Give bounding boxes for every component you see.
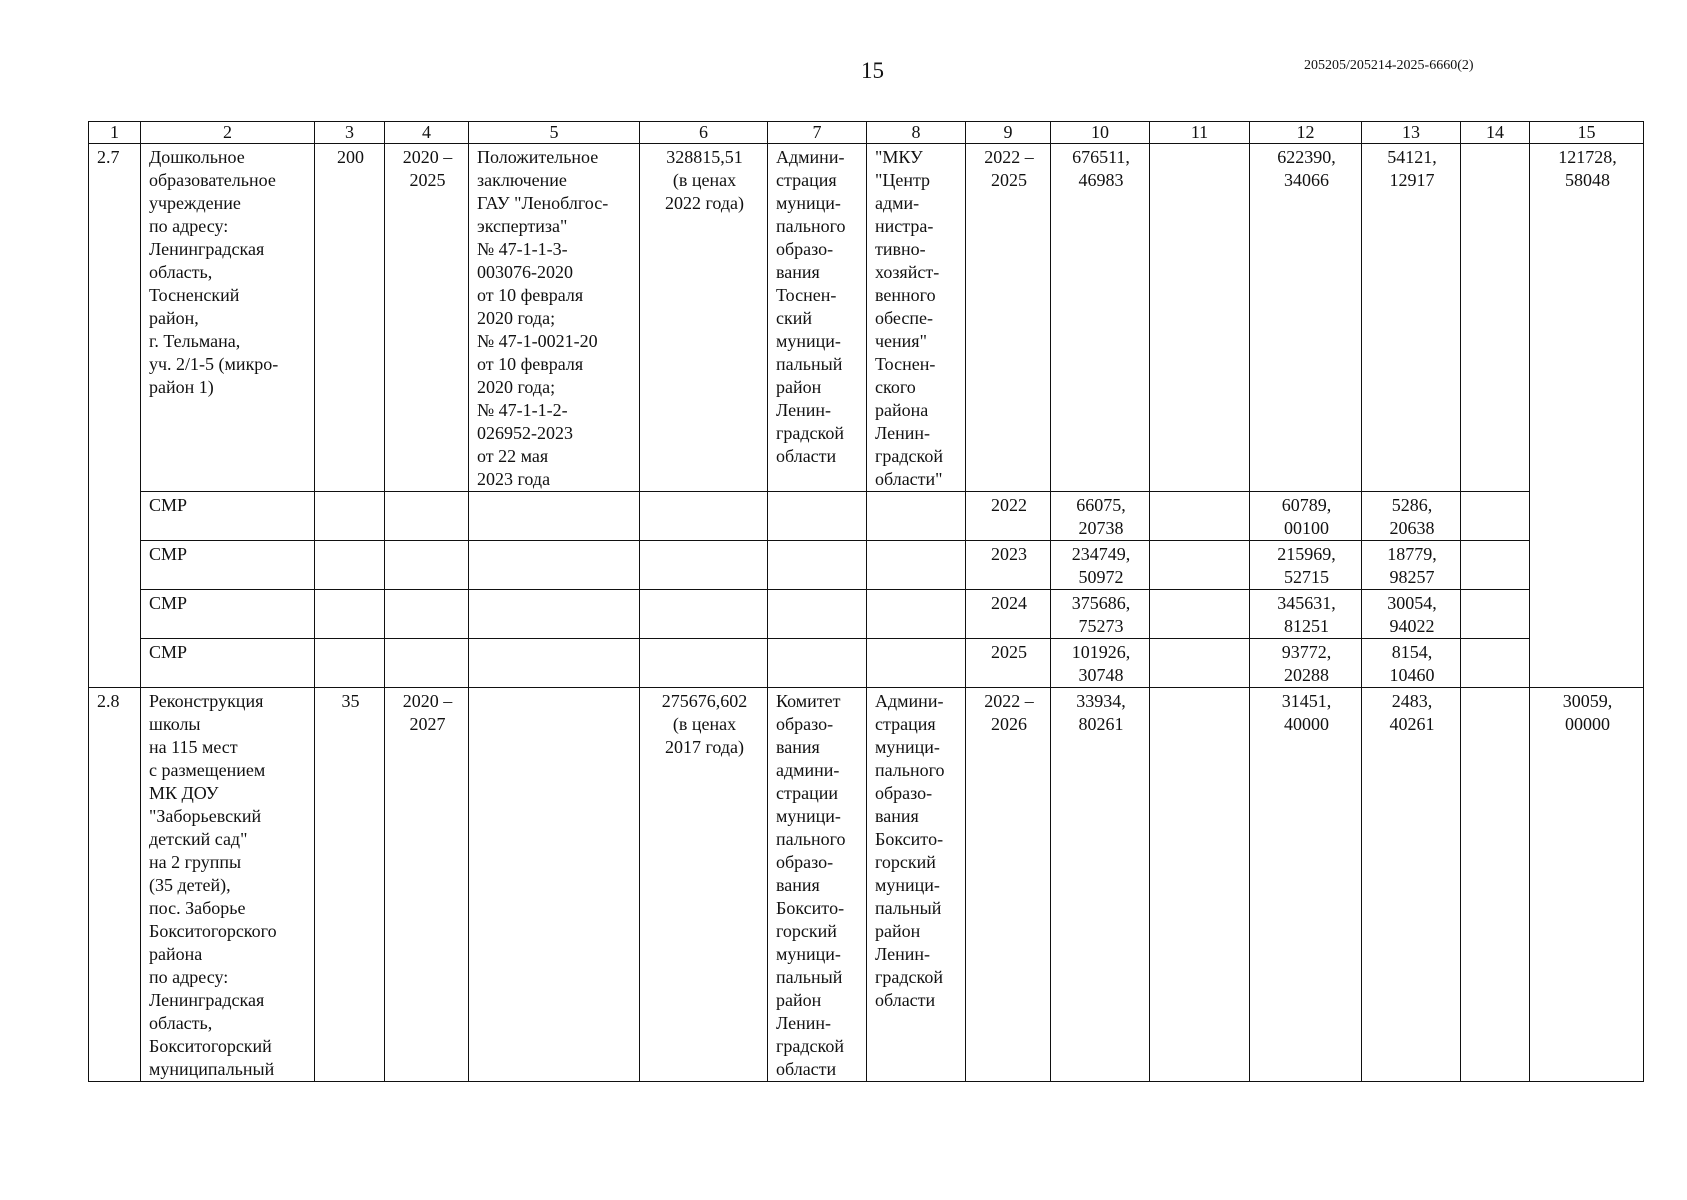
- years-cell: 2022 – 2025: [966, 144, 1051, 492]
- col15-cell: 30059, 00000: [1530, 688, 1644, 1082]
- header-cell: 14: [1461, 122, 1530, 144]
- total-cell: 676511, 46983: [1051, 144, 1150, 492]
- header-cell: 2: [141, 122, 315, 144]
- header-cell: 9: [966, 122, 1051, 144]
- customer-cell: Админи- страция муници- пального образо- вания Тоснен- ский муници- пальный район Ленин- градской области: [768, 144, 867, 492]
- builder-cell: "МКУ "Центр адми- нистра- тивно- хозяйст- венного обеспе- чения" Тоснен- ского района Ленин- градской области": [867, 144, 966, 492]
- smr-regional: 93772, 20288: [1250, 639, 1362, 688]
- empty-cell: [1150, 492, 1250, 541]
- header-cell: 12: [1250, 122, 1362, 144]
- empty-cell: [867, 492, 966, 541]
- empty-cell: [1461, 590, 1530, 639]
- smr-total: 101926, 30748: [1051, 639, 1150, 688]
- header-cell: 13: [1362, 122, 1461, 144]
- smr-local: 18779, 98257: [1362, 541, 1461, 590]
- empty-cell: [768, 639, 867, 688]
- header-row: [89, 122, 1644, 144]
- empty-cell: [1461, 492, 1530, 541]
- col14-cell: [1461, 688, 1530, 1082]
- smr-regional: 60789, 00100: [1250, 492, 1362, 541]
- empty-cell: [1150, 639, 1250, 688]
- cost-cell: 275676,602 (в ценах 2017 года): [640, 688, 768, 1082]
- empty-cell: [1461, 541, 1530, 590]
- smr-total: 66075, 20738: [1051, 492, 1150, 541]
- smr-local: 30054, 94022: [1362, 590, 1461, 639]
- header-cell: 5: [469, 122, 640, 144]
- smr-local: 5286, 20638: [1362, 492, 1461, 541]
- empty-cell: [469, 639, 640, 688]
- local-cell: 54121, 12917: [1362, 144, 1461, 492]
- smr-label: СМР: [141, 492, 315, 541]
- expertise-cell: [469, 688, 640, 1082]
- empty-cell: [469, 492, 640, 541]
- smr-total: 375686, 75273: [1051, 590, 1150, 639]
- header-cell: 10: [1051, 122, 1150, 144]
- empty-cell: [385, 541, 469, 590]
- table-row-2-7: [89, 144, 1644, 492]
- smr-year: 2024: [966, 590, 1051, 639]
- empty-cell: [315, 639, 385, 688]
- budget-table: [88, 121, 1644, 1082]
- header-cell: 8: [867, 122, 966, 144]
- header-cell: 1: [89, 122, 141, 144]
- col15-cell: 121728, 58048: [1530, 144, 1644, 688]
- empty-cell: [315, 590, 385, 639]
- header-cell: 3: [315, 122, 385, 144]
- col11-cell: [1150, 688, 1250, 1082]
- empty-cell: [867, 541, 966, 590]
- header-cell: 4: [385, 122, 469, 144]
- regional-cell: 31451, 40000: [1250, 688, 1362, 1082]
- empty-cell: [867, 639, 966, 688]
- empty-cell: [1461, 639, 1530, 688]
- customer-cell: Комитет образо- вания админи- страции муници- пального образо- вания Бокситo- горский муници- пальный район Ленин- градской области: [768, 688, 867, 1082]
- header-cell: 6: [640, 122, 768, 144]
- empty-cell: [385, 590, 469, 639]
- empty-cell: [867, 590, 966, 639]
- smr-regional: 345631, 81251: [1250, 590, 1362, 639]
- object-name: Реконструкция школы на 115 мест с размещением МК ДОУ "Заборьевский детский сад" на 2 группы (35 детей), пос. Заборье Бокситогорского района по адресу: Ленинградская область, Бокситогорский муниципальный: [141, 688, 315, 1082]
- empty-cell: [640, 492, 768, 541]
- empty-cell: [768, 492, 867, 541]
- table-row-2-8: [89, 688, 1644, 1082]
- capacity-cell: 35: [315, 688, 385, 1082]
- table-row-smr: [89, 639, 1644, 688]
- smr-regional: 215969, 52715: [1250, 541, 1362, 590]
- smr-year: 2025: [966, 639, 1051, 688]
- years-cell: 2022 – 2026: [966, 688, 1051, 1082]
- capacity-cell: 200: [315, 144, 385, 492]
- empty-cell: [640, 590, 768, 639]
- empty-cell: [640, 541, 768, 590]
- smr-label: СМР: [141, 541, 315, 590]
- page-number: 15: [861, 58, 884, 83]
- col11-cell: [1150, 144, 1250, 492]
- object-name: Дошкольное образовательное учреждение по адресу: Ленинградская область, Тосненский район, г. Тельмана, уч. 2/1-5 (микро- район 1): [141, 144, 315, 492]
- table-row-smr: [89, 590, 1644, 639]
- cost-cell: 328815,51 (в ценах 2022 года): [640, 144, 768, 492]
- empty-cell: [469, 590, 640, 639]
- header-cell: 15: [1530, 122, 1644, 144]
- smr-year: 2022: [966, 492, 1051, 541]
- smr-label: СМР: [141, 590, 315, 639]
- empty-cell: [469, 541, 640, 590]
- empty-cell: [768, 590, 867, 639]
- row-number: 2.7: [89, 144, 141, 688]
- empty-cell: [315, 492, 385, 541]
- header-cell: 11: [1150, 122, 1250, 144]
- row-number: 2.8: [89, 688, 141, 1082]
- expertise-cell: Положительное заключение ГАУ "Леноблгос- экспертиза" № 47-1-1-3- 003076-2020 от 10 февраля 2020 года; № 47-1-0021-20 от 10 февраля 2020 года; № 47-1-1-2- 026952-2023 от 22 мая 2023 года: [469, 144, 640, 492]
- local-cell: 2483, 40261: [1362, 688, 1461, 1082]
- empty-cell: [315, 541, 385, 590]
- table-row-smr: [89, 541, 1644, 590]
- header-cell: 7: [768, 122, 867, 144]
- empty-cell: [385, 639, 469, 688]
- smr-local: 8154, 10460: [1362, 639, 1461, 688]
- document-id: 205205/205214-2025-6660(2): [1304, 58, 1474, 73]
- empty-cell: [1150, 541, 1250, 590]
- period-cell: 2020 – 2025: [385, 144, 469, 492]
- smr-label: СМР: [141, 639, 315, 688]
- table-row-smr: [89, 492, 1644, 541]
- regional-cell: 622390, 34066: [1250, 144, 1362, 492]
- empty-cell: [385, 492, 469, 541]
- smr-year: 2023: [966, 541, 1051, 590]
- empty-cell: [768, 541, 867, 590]
- smr-total: 234749, 50972: [1051, 541, 1150, 590]
- empty-cell: [1150, 590, 1250, 639]
- col14-cell: [1461, 144, 1530, 492]
- builder-cell: Админи- страция муници- пального образо- вания Бокситo- горский муници- пальный район Ленин- градской области: [867, 688, 966, 1082]
- period-cell: 2020 – 2027: [385, 688, 469, 1082]
- empty-cell: [640, 639, 768, 688]
- total-cell: 33934, 80261: [1051, 688, 1150, 1082]
